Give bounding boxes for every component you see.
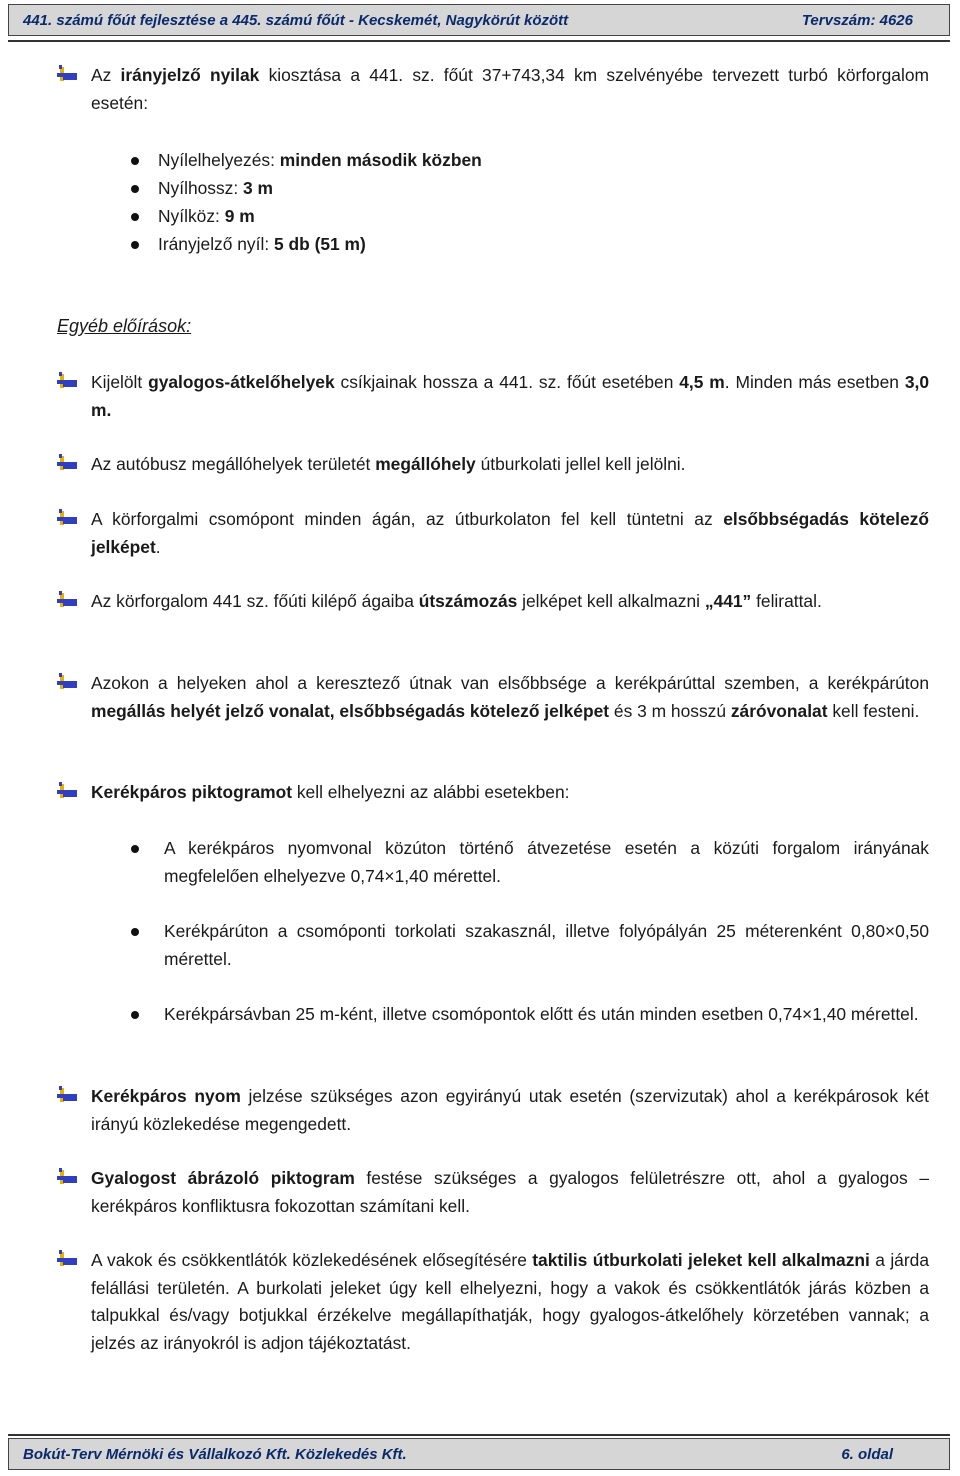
- list-item: Nyílhossz: 3 m: [158, 178, 274, 198]
- paragraph-pedestrian-pictogram: Gyalogost ábrázoló piktogram festése szükséges a gyalogos felületrészre ott, ahol a gyalogos – kerékpáros konfliktusra fokozottan számítani kell.: [91, 1168, 929, 1216]
- page-header: [8, 4, 950, 36]
- header-plan-number: Tervszám: 4626: [801, 12, 913, 29]
- hand-arrow-bullet-icon: [57, 1168, 79, 1186]
- paragraph-tactile: A vakok és csökkentlátók közlekedésének elősegítésére taktilis útburkolati jeleket kell alkalmazni a járda felállási területén. A burkolati jeleket úgy kell elhelyezni, hogy a vakok és csökkentlátók járás közben a talpukkal és/vagy botjukkal érzékelve megállapíthatják, hogy gyalogos-átkelőhely körzetében vannak; a jelzés az irányokról is adjon tájékoztatást.: [91, 1250, 929, 1353]
- hand-arrow-bullet-icon: [57, 509, 79, 527]
- list-item: Kerékpársávban 25 m-ként, illetve csomópontok előtt és után minden esetben 0,74×1,40 mérettel.: [164, 1004, 919, 1024]
- hand-arrow-bullet-icon: [57, 782, 79, 800]
- list-item: Nyílelhelyezés: minden második közben: [158, 150, 482, 170]
- dot-bullet-icon: [131, 928, 139, 936]
- paragraph-bike-track: Kerékpáros nyom jelzése szükséges azon egyirányú utak esetén (szervizutak) ahol a kerékpárosok két irányú közlekedése megengedett.: [91, 1086, 929, 1134]
- dot-bullet-icon: [131, 241, 139, 249]
- hand-arrow-bullet-icon: [57, 591, 79, 609]
- list-item: A kerékpáros nyomvonal közúton történő átvezetése esetén a közúti forgalom irányának megfelelően elhelyezve 0,74×1,40 mérettel.: [164, 838, 929, 886]
- paragraph-crossings: Kijelölt gyalogos-átkelőhelyek csíkjainak hossza a 441. sz. főút esetében 4,5 m. Minden más esetben 3,0 m.: [91, 372, 929, 420]
- dot-bullet-icon: [131, 213, 139, 221]
- paragraph-road-number: Az körforgalom 441 sz. főúti kilépő ágaiba útszámozás jelképet kell alkalmazni „441” felirattal.: [91, 591, 822, 611]
- hand-arrow-bullet-icon: [57, 1086, 79, 1104]
- hand-arrow-bullet-icon: [57, 372, 79, 390]
- footer-page-number: 6. oldal: [841, 1446, 893, 1463]
- header-rule: [8, 40, 950, 42]
- section-heading: Egyéb előírások:: [57, 316, 192, 336]
- footer-rule: [8, 1434, 950, 1436]
- dot-bullet-icon: [131, 1011, 139, 1019]
- list-item: Kerékpárúton a csomóponti torkolati szakasznál, illetve folyópályán 25 méterenként 0,80×0,50 mérettel.: [164, 921, 929, 969]
- hand-arrow-bullet-icon: [57, 65, 79, 83]
- paragraph-bus-stops: Az autóbusz megállóhelyek területét megállóhely útburkolati jellel kell jelölni.: [91, 454, 686, 474]
- paragraph-arrows: Az irányjelző nyilak kiosztása a 441. sz. főút 37+743,34 km szelvényébe tervezett turbó körforgalom esetén:: [91, 65, 929, 113]
- hand-arrow-bullet-icon: [57, 1250, 79, 1268]
- page-footer: [8, 1438, 950, 1470]
- hand-arrow-bullet-icon: [57, 454, 79, 472]
- paragraph-bike-pictogram: Kerékpáros piktogramot kell elhelyezni az alábbi esetekben:: [91, 782, 570, 802]
- dot-bullet-icon: [131, 185, 139, 193]
- dot-bullet-icon: [131, 157, 139, 165]
- paragraph-bike-priority: Azokon a helyeken ahol a keresztező útnak van elsőbbsége a kerékpárúttal szemben, a kerékpárúton megállás helyét jelző vonalat, elsőbbségadás kötelező jelképet és 3 m hosszú záróvonalat kell festeni.: [91, 673, 929, 721]
- footer-company: Bokút-Terv Mérnöki és Vállalkozó Kft. Közlekedés Kft.: [23, 1446, 407, 1463]
- dot-bullet-icon: [131, 845, 139, 853]
- list-item: Nyílköz: 9 m: [158, 206, 255, 226]
- list-item: Irányjelző nyíl: 5 db (51 m): [158, 234, 366, 254]
- hand-arrow-bullet-icon: [57, 673, 79, 691]
- header-title: 441. számú főút fejlesztése a 445. számú főút - Kecskemét, Nagykörút között: [23, 12, 569, 29]
- paragraph-roundabout: A körforgalmi csomópont minden ágán, az útburkolaton fel kell tüntetni az elsőbbségadás kötelező jelképet.: [91, 509, 929, 557]
